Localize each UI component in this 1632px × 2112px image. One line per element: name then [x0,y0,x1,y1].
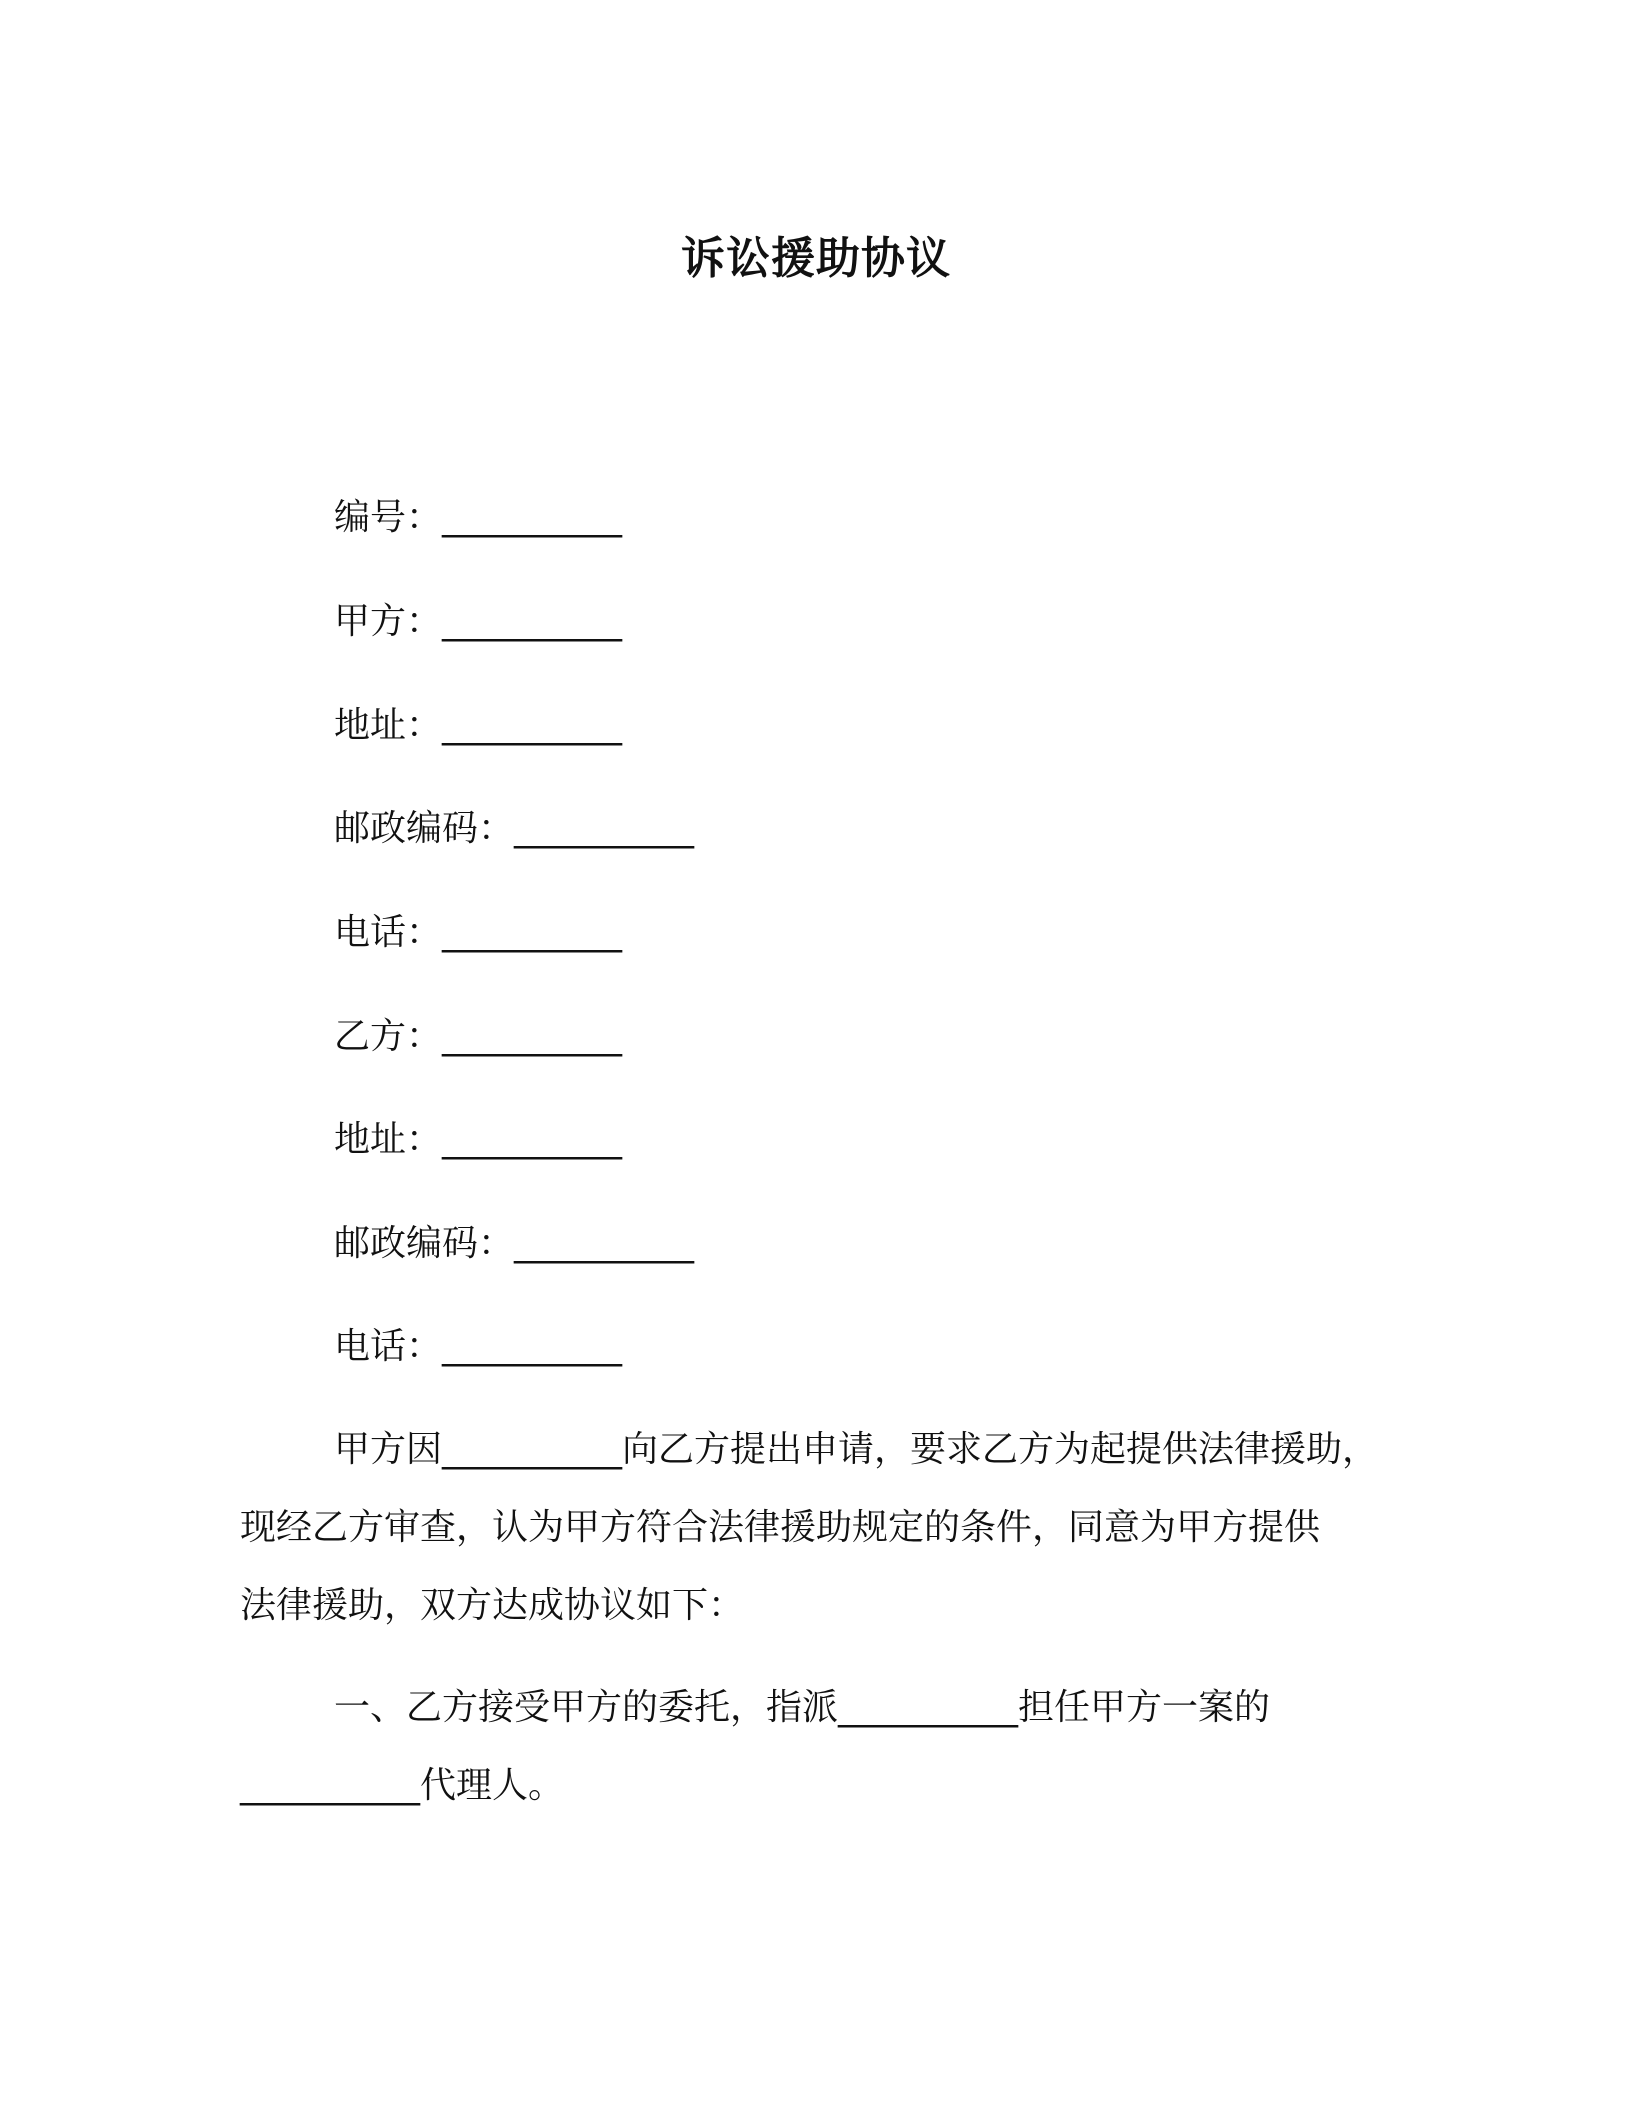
intro-line-3: 法律援助，双方达成协议如下： [240,1585,745,1626]
field-serial-number: 编号：__________ [334,497,623,538]
field-party-b-phone: 电话：__________ [334,1326,623,1367]
clause-1-line-2: __________代理人。 [240,1765,565,1806]
field-party-a-postcode: 邮政编码：__________ [334,808,695,849]
document-title: 诉讼援助协议 [681,233,951,284]
field-party-a-address: 地址：__________ [334,705,623,746]
clause-1-line-1: 一、乙方接受甲方的委托，指派__________担任甲方一案的 [334,1687,1271,1728]
field-party-a-phone: 电话：__________ [334,912,623,953]
field-party-b-address: 地址：__________ [334,1119,623,1160]
field-party-b: 乙方：__________ [334,1016,623,1057]
intro-line-2: 现经乙方审查，认为甲方符合法律援助规定的条件，同意为甲方提供 [240,1507,1321,1548]
field-party-b-postcode: 邮政编码：__________ [334,1223,695,1264]
field-party-a: 甲方：__________ [334,601,623,642]
intro-line-1: 甲方因__________向乙方提出申请，要求乙方为起提供法律援助， [334,1429,1379,1470]
